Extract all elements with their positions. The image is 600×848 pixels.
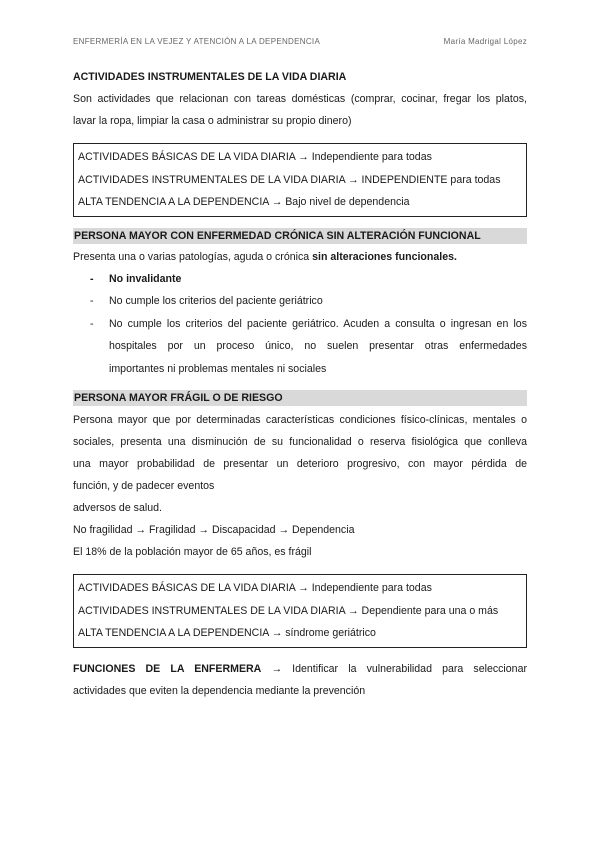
summary-box-line: ACTIVIDADES BÁSICAS DE LA VIDA DIARIA → Independiente para todas bbox=[78, 582, 432, 594]
chronic-criteria-list bbox=[73, 268, 527, 381]
dash-bullet: - bbox=[90, 317, 94, 330]
dash-bullet: - bbox=[90, 272, 94, 285]
dash-bullet: - bbox=[90, 295, 94, 307]
section-title-chronic: PERSONA MAYOR CON ENFERMEDAD CRÓNICA SIN ALTERACIÓN FUNCIONAL bbox=[73, 228, 527, 244]
summary-box-2 bbox=[73, 574, 527, 648]
section-title-fragile: PERSONA MAYOR FRÁGIL O DE RIESGO bbox=[73, 390, 527, 406]
nurse-functions-text: → Identificar la vulnerabilidad para seleccionar bbox=[261, 662, 527, 675]
paragraph-line: actividades que eviten la dependencia mediante la prevención bbox=[73, 684, 366, 697]
document-body bbox=[73, 66, 527, 702]
paragraph-line: una mayor probabilidad de presentar un deterioro progresivo, con mayor pérdida de bbox=[73, 458, 527, 470]
intro-bold-text: sin alteraciones funcionales. bbox=[312, 250, 457, 263]
intro-text: Presenta una o varias patologías, aguda o crónica bbox=[73, 250, 313, 263]
list-item-line: importantes ni problemas mentales ni sociales bbox=[109, 362, 327, 375]
list-item bbox=[73, 290, 527, 313]
paragraph-line: lavar la ropa, limpiar la casa o administrar su propio dinero) bbox=[73, 115, 352, 127]
paragraph-line: Persona mayor que por determinadas características condiciones físico-clínicas, mentales o bbox=[73, 414, 527, 426]
header-course-title: ENFERMERÍA EN LA VEJEZ Y ATENCIÓN A LA DEPENDENCIA bbox=[73, 37, 321, 46]
paragraph-line: sociales, presenta una disminución de su funcionalidad o reserva fisiológica que conlleva bbox=[73, 436, 527, 448]
summary-box-1 bbox=[73, 143, 527, 217]
list-item bbox=[73, 313, 527, 381]
list-item-text: No invalidante bbox=[109, 272, 182, 285]
paragraph-line: función, y de padecer eventos bbox=[73, 480, 215, 492]
summary-box-line: ACTIVIDADES BÁSICAS DE LA VIDA DIARIA → Independiente para todas bbox=[78, 151, 432, 163]
summary-box-line: ALTA TENDENCIA A LA DEPENDENCIA → Bajo nivel de dependencia bbox=[78, 196, 410, 208]
paragraph-line: Son actividades que relacionan con tareas domésticas (comprar, cocinar, fregar los platos, bbox=[73, 93, 527, 105]
paragraph-line bbox=[73, 658, 527, 680]
summary-box-line: ALTA TENDENCIA A LA DEPENDENCIA → síndrome geriátrico bbox=[78, 627, 376, 639]
list-item-text: No cumple los criterios del paciente geriátrico bbox=[109, 295, 323, 307]
paragraph-line: No fragilidad → Fragilidad → Discapacidad → Dependencia bbox=[73, 524, 355, 536]
section-title-instrumental: ACTIVIDADES INSTRUMENTALES DE LA VIDA DIARIA bbox=[73, 71, 347, 83]
paragraph-line: El 18% de la población mayor de 65 años, es frágil bbox=[73, 546, 312, 558]
header-author: María Madrigal López bbox=[443, 37, 527, 46]
list-item bbox=[73, 268, 527, 291]
list-item-line: No cumple los criterios del paciente geriátrico. Acuden a consulta o ingresan en los bbox=[109, 317, 527, 330]
nurse-functions-label: FUNCIONES DE LA ENFERMERA bbox=[73, 662, 262, 675]
summary-box-line: ACTIVIDADES INSTRUMENTALES DE LA VIDA DIARIA → Dependiente para una o más bbox=[78, 604, 499, 617]
page-header bbox=[73, 37, 527, 46]
summary-box-line: ACTIVIDADES INSTRUMENTALES DE LA VIDA DIARIA → INDEPENDIENTE para todas bbox=[78, 173, 501, 186]
paragraph-line bbox=[73, 246, 527, 268]
list-item-line: hospitales por un proceso único, no suelen presentar otras enfermedades bbox=[109, 340, 527, 352]
paragraph-line: adversos de salud. bbox=[73, 502, 162, 514]
